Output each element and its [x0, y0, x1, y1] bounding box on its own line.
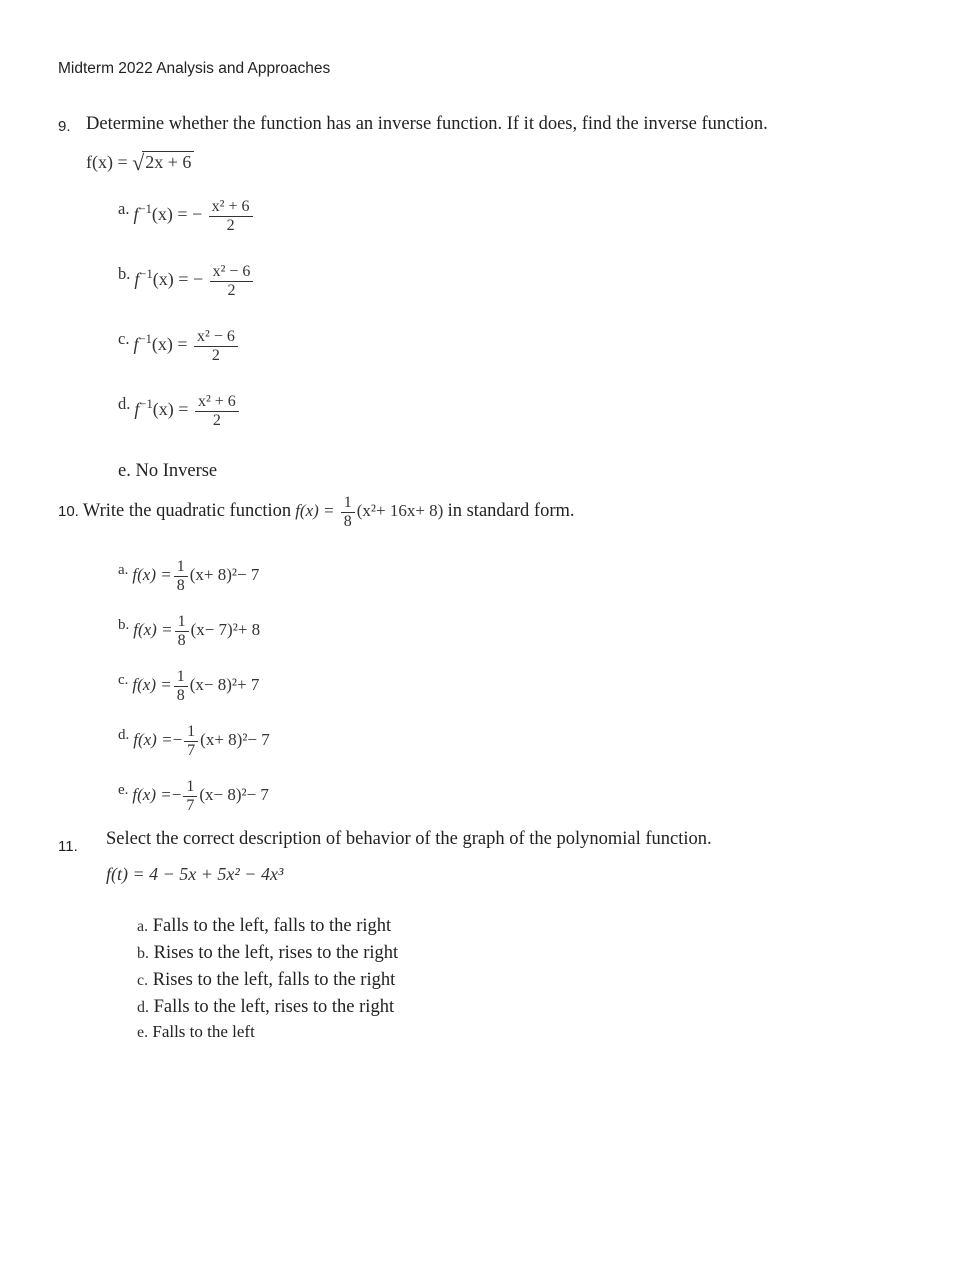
- q10-option-a[interactable]: [118, 558, 259, 594]
- q10-option-d[interactable]: [118, 723, 270, 759]
- option-label: c.: [118, 329, 130, 349]
- page-header: Midterm 2022 Analysis and Approaches: [58, 60, 331, 77]
- option-label: d.: [118, 394, 131, 414]
- q11-option-d[interactable]: d. Falls to the left, rises to the right: [137, 997, 395, 1017]
- q9-option-a[interactable]: [118, 198, 255, 234]
- option-expression: f(x) = $\frac{1}{8}$ (x− 7)²+ 8: [133, 613, 261, 649]
- option-expression: f(x) = $\frac{1}{8}$ (x− 8)²+ 7: [132, 668, 260, 704]
- question-10-function: f(x) = $\frac{1}{8}$ (x²+ 16x+ 8): [295, 494, 444, 530]
- option-expression: f(x) =− $\frac{1}{7}$ (x− 8)²− 7: [132, 778, 269, 814]
- q11-option-a[interactable]: a. Falls to the left, falls to the right: [137, 916, 392, 936]
- q11-option-c[interactable]: c. Rises to the left, falls to the right: [137, 970, 396, 990]
- option-label: d.: [118, 727, 130, 743]
- square-root: √2x + 6: [132, 148, 194, 174]
- question-10-number: 10.: [58, 503, 79, 520]
- question-11-function: f(t) = 4 − 5x + 5x² − 4x³: [106, 864, 284, 884]
- function-lhs: f(x) =: [86, 152, 128, 172]
- q10-option-b[interactable]: [118, 613, 260, 649]
- q10-option-e[interactable]: [118, 778, 269, 814]
- q11-option-e[interactable]: e. Falls to the left: [137, 1022, 255, 1041]
- option-label: b.: [118, 264, 131, 284]
- radicand: 2x + 6: [142, 151, 194, 173]
- question-11-prompt: Select the correct description of behavior of the graph of the polynomial function.: [106, 829, 712, 849]
- option-expression: f(x) =− $\frac{1}{7}$ (x+ 8)²− 7: [133, 723, 270, 759]
- option-expression: $f^{-1}(x)$ = $\frac{\text{x² + 6}}{2}$: [134, 399, 240, 419]
- option-expression: f(x) = $\frac{1}{8}$ (x+ 8)²− 7: [132, 558, 260, 594]
- option-expression: $f^{-1}(x)$ = − $\frac{\text{x² + 6}}{2}$: [133, 204, 254, 224]
- q9-option-d[interactable]: [118, 393, 241, 429]
- q9-option-c[interactable]: [118, 328, 240, 364]
- option-label: c.: [118, 672, 129, 688]
- question-9-prompt: Determine whether the function has an inverse function. If it does, find the inverse function.: [86, 114, 768, 134]
- q9-option-e[interactable]: e. No Inverse: [118, 461, 218, 481]
- q11-option-b[interactable]: b. Rises to the left, rises to the right: [137, 943, 399, 963]
- option-label: e.: [118, 782, 129, 798]
- question-10-prompt-before: Write the quadratic function: [82, 501, 292, 521]
- option-label: a.: [118, 562, 129, 578]
- option-label: b.: [118, 617, 130, 633]
- option-expression: $f^{-1}(x)$ = $\frac{\text{x² − 6}}{2}$: [133, 334, 239, 354]
- question-11-number: 11.: [58, 838, 78, 855]
- question-10-prompt-after: in standard form.: [447, 501, 575, 521]
- q10-option-c[interactable]: [118, 668, 259, 704]
- q9-option-b[interactable]: [118, 263, 255, 299]
- option-label: a.: [118, 199, 130, 219]
- question-9-function: [86, 148, 194, 174]
- question-10: [58, 494, 575, 530]
- question-9-number: 9.: [58, 118, 71, 135]
- option-expression: $f^{-1}(x)$ = − $\frac{\text{x² − 6}}{2}$: [134, 269, 255, 289]
